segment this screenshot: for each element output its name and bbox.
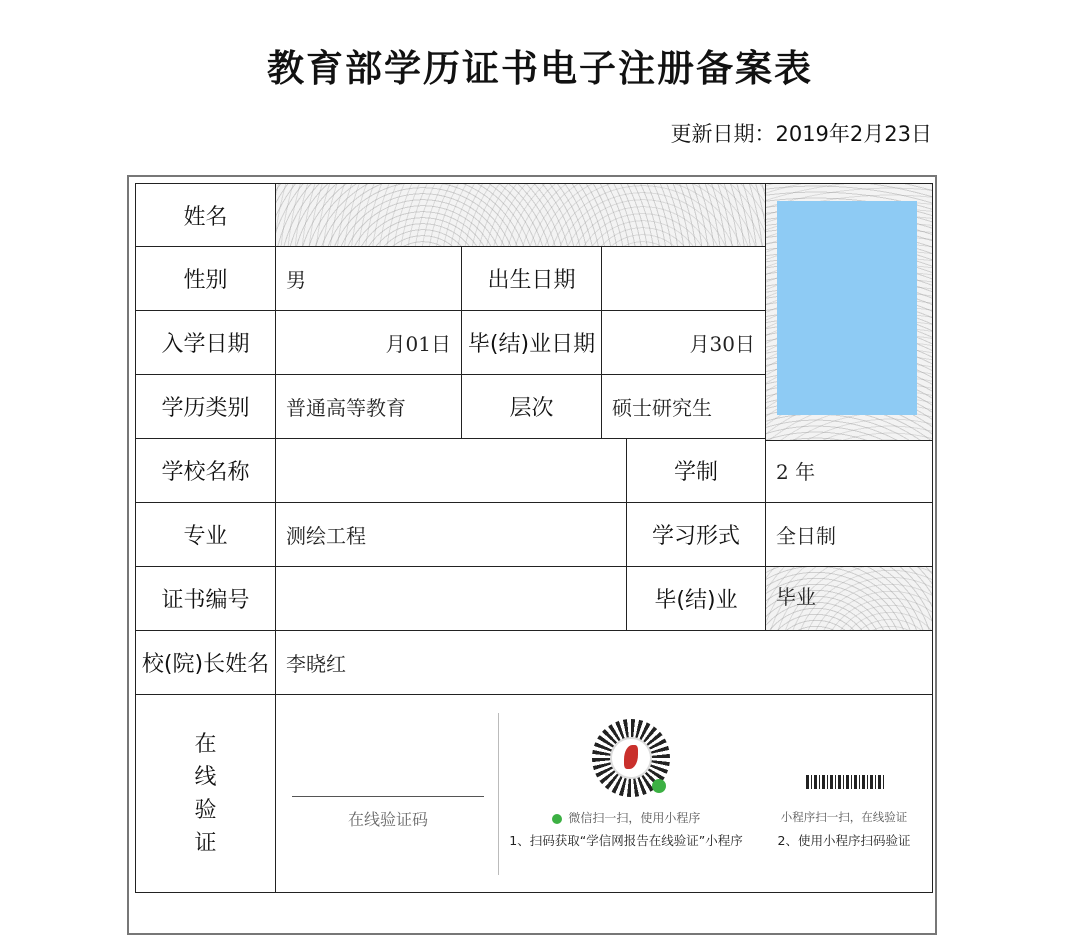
logo-bird-icon (624, 745, 638, 769)
verify-label (135, 695, 276, 893)
level-label: 层次 (462, 375, 602, 439)
grad-status-label: 毕(结)业 (627, 567, 766, 631)
wechat-badge-icon (652, 779, 666, 793)
mini-program-qr (592, 719, 670, 797)
edu-type-label: 学历类别 (135, 375, 276, 439)
major-value: 测绘工程 (276, 503, 627, 567)
mini-hint: 小程序扫一扫，在线验证 (780, 810, 908, 824)
verify-char: 验 (194, 797, 217, 823)
code-caption: 在线验证码 (347, 810, 428, 829)
president-value: 李晓红 (276, 631, 933, 695)
study-form-value: 全日制 (766, 503, 933, 567)
president-label: 校(院)长姓名 (135, 631, 276, 695)
birth-value (602, 247, 766, 311)
school-value (276, 439, 627, 503)
duration-value: 2 年 (766, 439, 933, 503)
wechat-hint-text: 微信扫一扫，使用小程序 (568, 811, 701, 825)
mini-program-logo (612, 739, 650, 777)
registration-table (127, 175, 937, 935)
study-form-label: 学习形式 (627, 503, 766, 567)
verify-char: 线 (194, 764, 217, 790)
grad-status-value: 毕业 (766, 567, 933, 631)
major-label: 专业 (135, 503, 276, 567)
wechat-icon (552, 814, 562, 824)
edu-type-value: 普通高等教育 (276, 375, 462, 439)
section-divider (498, 713, 499, 875)
school-label: 学校名称 (135, 439, 276, 503)
verify-char: 在 (194, 731, 217, 757)
document-title: 教育部学历证书电子注册备案表 (267, 47, 813, 90)
mini-program-section (506, 695, 746, 893)
gender-label: 性别 (135, 247, 276, 311)
online-code-section (290, 695, 490, 893)
duration-label: 学制 (627, 439, 766, 503)
photo-redacted (777, 201, 917, 415)
birth-label: 出生日期 (462, 247, 602, 311)
enroll-value: 月01日 (276, 311, 462, 375)
step2-text: 2、使用小程序扫码验证 (777, 833, 911, 848)
code-line (292, 796, 484, 797)
enroll-label: 入学日期 (135, 311, 276, 375)
step1-text: 1、扫码获取“学信网报告在线验证”小程序 (509, 833, 743, 848)
gender-value: 男 (276, 247, 462, 311)
scan-verify-section (756, 695, 932, 893)
barcode-icon (806, 775, 884, 789)
grad-date-label: 毕(结)业日期 (462, 311, 602, 375)
name-label: 姓名 (135, 183, 276, 247)
verify-char: 证 (194, 830, 217, 856)
update-date: 更新日期：2019年2月23日 (670, 122, 932, 146)
level-value: 硕士研究生 (602, 375, 766, 439)
verify-content (276, 695, 933, 893)
wechat-hint (506, 809, 746, 826)
grad-date-value: 月30日 (602, 311, 766, 375)
cert-no-label: 证书编号 (135, 567, 276, 631)
name-value (276, 183, 766, 247)
cert-no-value (276, 567, 627, 631)
